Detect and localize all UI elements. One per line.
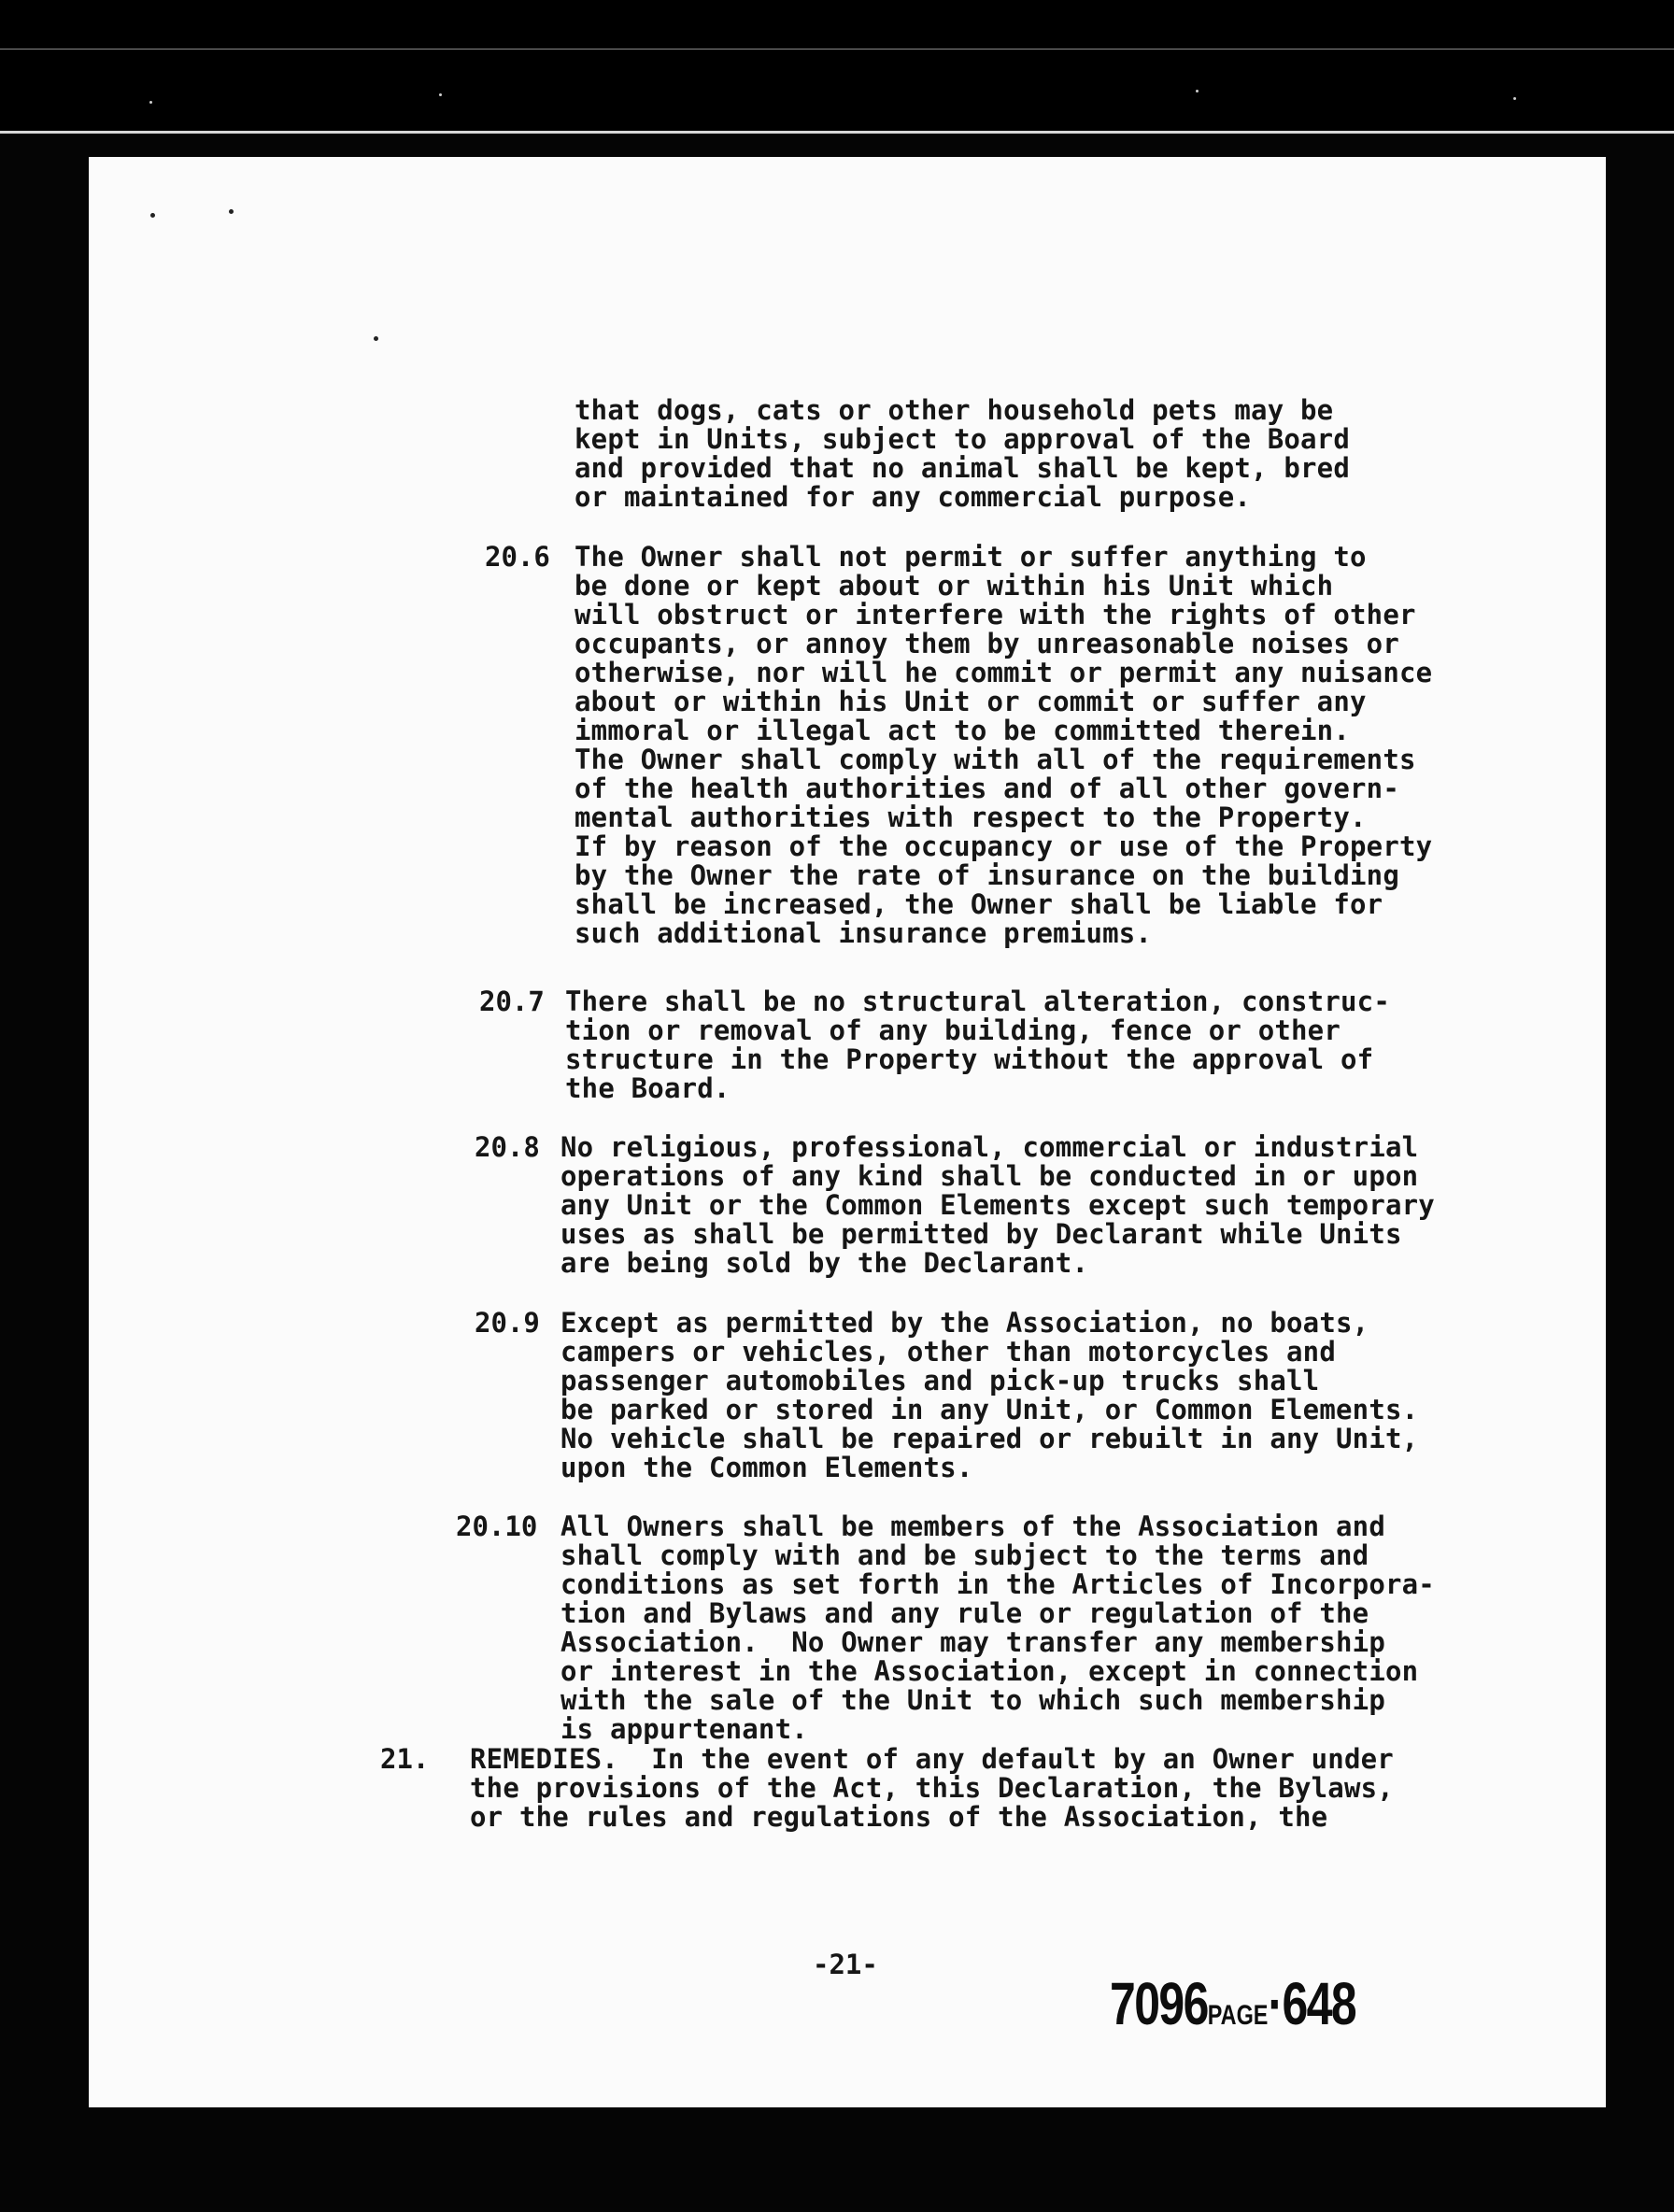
section-text: There shall be no structural alteration, construc- tion or removal of any building, fence or other structure in the Property without the approval of the Board. (565, 985, 1390, 1104)
scan-speck (150, 213, 155, 218)
section-number: 20.7 (479, 985, 545, 1017)
scan-speck (1513, 97, 1516, 100)
scan-speck (149, 101, 152, 104)
scan-speck (374, 336, 378, 341)
document-page (89, 157, 1606, 2107)
page-number: -21- (813, 1949, 878, 1980)
section-number: 21. (380, 1743, 430, 1775)
section-number: 20.10 (456, 1510, 538, 1542)
section-text: Except as permitted by the Association, no boats, campers or vehicles, other than motorcycles and passenger automobiles and pick-up trucks shall be parked or stored in any Unit, or Common Elements. No vehicle shall be repaired or rebuilt in any Unit, upon the Common Elements. (560, 1307, 1419, 1483)
section-text: The Owner shall not permit or suffer anything to be done or kept about or within his Unit which will obstruct or interfere with the rights of other occupants, or annoy them by unreasonable noises or otherwise, nor will he commit or permit any nuisance about or within his Unit or commit or suffer any immoral or illegal act to be committed therein. The Owner shall comply with all of the requirements of the health authorities and of all other govern- mental authorities with respect to the Property. If by reason of the occupancy or use of the Property by the Owner the rate of insurance on the building shall be increased, the Owner shall be liable for such additional insurance premiums. (575, 541, 1433, 949)
section-text: All Owners shall be members of the Association and shall comply with and be subject to the terms and conditions as set forth in the Articles of Incorpora- tion and Bylaws and any rule or regulation of the Association. No Owner may transfer any membership or interest in the Association, except in connection with the sale of the Unit to which such membership is appurtenant. (560, 1510, 1435, 1745)
scan-rule (0, 49, 1674, 50)
intro-paragraph: that dogs, cats or other household pets may be kept in Units, subject to approval of the Board and provided that no animal shall be kept, bred or maintained for any commercial purpose. (575, 394, 1350, 513)
stamp-label: PAGE (1207, 2000, 1269, 2031)
stamp-book: 7096 (1110, 1970, 1208, 2037)
scan-speck (1196, 90, 1199, 92)
scan-speck (229, 209, 234, 214)
section-text: No religious, professional, commercial or industrial operations of any kind shall be conducted in or upon any Unit or the Common Elements except such temporary uses as shall be permitted by Declarant while Units are being sold by the Declarant. (560, 1131, 1435, 1279)
recording-stamp: 7096PAGE·648 (1110, 1970, 1356, 2037)
section-number: 20.8 (475, 1131, 540, 1163)
section-number: 20.6 (485, 541, 550, 573)
remedies-text: REMEDIES. In the event of any default by an Owner under the provisions of the Act, this Declaration, the Bylaws, or the rules and regulations of the Association, the (470, 1743, 1394, 1833)
scan-speck (439, 93, 442, 96)
stamp-page: 648 (1282, 1970, 1356, 2037)
section-number: 20.9 (475, 1307, 540, 1339)
scan-top-margin (0, 0, 1674, 134)
